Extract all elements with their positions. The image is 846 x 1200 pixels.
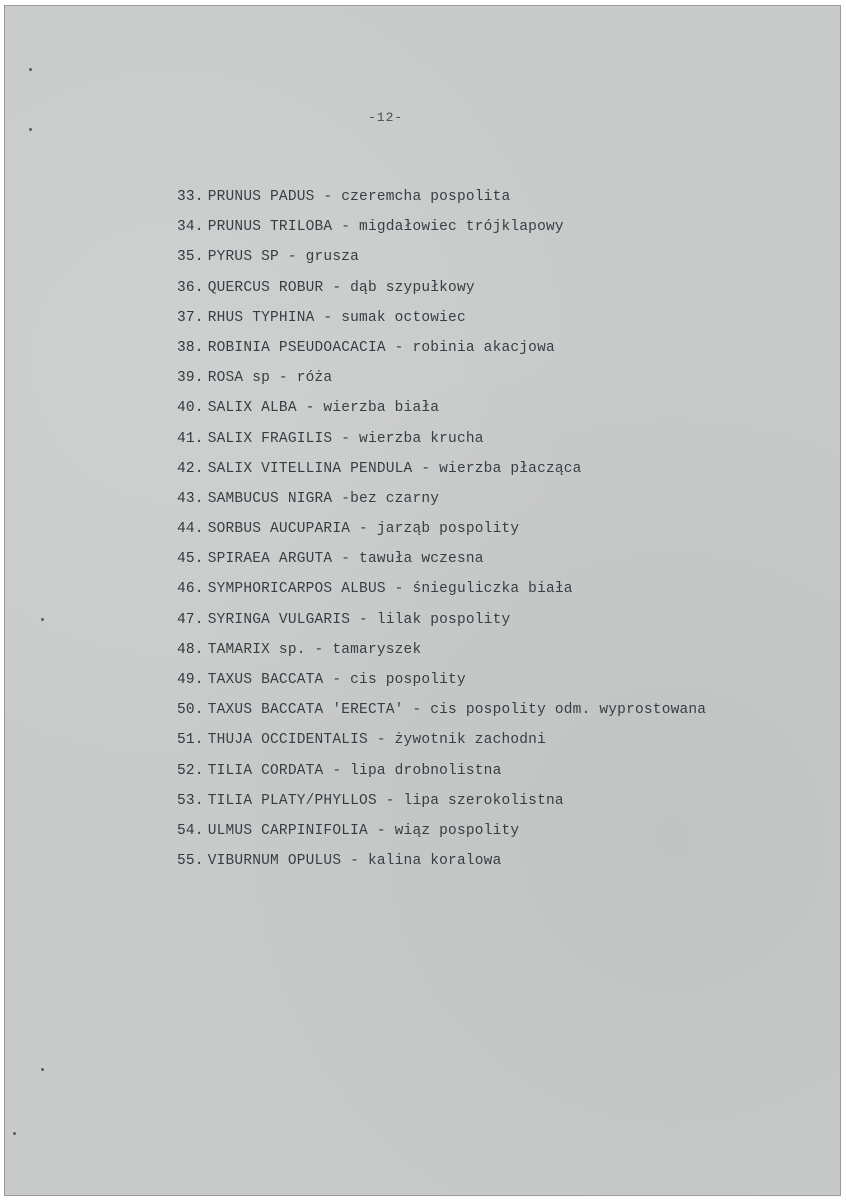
margin-mark-3 xyxy=(41,618,44,621)
item-text: TILIA PLATY/PHYLLOS - lipa szerokolistna xyxy=(207,792,564,809)
page-number: -12- xyxy=(368,110,404,125)
list-item xyxy=(177,548,706,578)
item-text: TAMARIX sp. - tamaryszek xyxy=(207,641,422,658)
item-number: 33. xyxy=(177,189,204,205)
margin-mark-5 xyxy=(13,1132,16,1135)
list-item xyxy=(177,428,706,458)
item-number: 53. xyxy=(177,792,204,809)
item-number: 41. xyxy=(177,430,204,447)
list-item xyxy=(177,639,706,669)
list-item xyxy=(177,578,706,608)
list-item xyxy=(177,186,706,216)
item-number: 43. xyxy=(177,490,204,507)
item-text: PRUNUS PADUS - czeremcha pospolita xyxy=(207,189,511,205)
item-number: 47. xyxy=(177,611,204,628)
item-number: 42. xyxy=(177,460,204,477)
item-number: 36. xyxy=(177,279,204,296)
item-text: THUJA OCCIDENTALIS - żywotnik zachodni xyxy=(207,732,546,749)
item-text: RHUS TYPHINA - sumak octowiec xyxy=(207,309,466,326)
list-item xyxy=(177,699,706,729)
item-text: ROBINIA PSEUDOACACIA - robinia akacjowa xyxy=(207,339,555,356)
item-number: 55. xyxy=(177,853,204,870)
item-text: SAMBUCUS NIGRA -bez czarny xyxy=(207,490,440,507)
margin-mark-2 xyxy=(29,128,32,131)
item-number: 51. xyxy=(177,732,204,749)
list-item xyxy=(177,337,706,367)
item-number: 44. xyxy=(177,521,204,538)
item-text: TAXUS BACCATA 'ERECTA' - cis pospolity odm. wyprostowana xyxy=(207,702,707,719)
margin-mark-1 xyxy=(29,68,32,71)
item-text: VIBURNUM OPULUS - kalina koralowa xyxy=(207,853,502,870)
item-text: PYRUS SP - grusza xyxy=(207,249,360,266)
item-number: 35. xyxy=(177,249,204,266)
list-item xyxy=(177,458,706,488)
item-text: SALIX ALBA - wierzba biała xyxy=(207,400,440,417)
item-number: 39. xyxy=(177,370,204,387)
document-page xyxy=(5,6,840,1195)
item-number: 52. xyxy=(177,762,204,779)
list-item xyxy=(177,367,706,397)
item-number: 54. xyxy=(177,822,204,839)
list-item xyxy=(177,850,706,880)
list-item xyxy=(177,277,706,307)
item-text: SYRINGA VULGARIS - lilak pospolity xyxy=(207,611,511,628)
item-text: QUERCUS ROBUR - dąb szypułkowy xyxy=(207,279,475,296)
margin-mark-4 xyxy=(41,1068,44,1071)
list-item xyxy=(177,760,706,790)
item-text: TAXUS BACCATA - cis pospolity xyxy=(207,672,466,688)
list-item xyxy=(177,246,706,276)
list-item xyxy=(177,609,706,639)
list-item xyxy=(177,729,706,759)
item-number: 50. xyxy=(177,702,204,719)
item-text: SORBUS AUCUPARIA - jarząb pospolity xyxy=(207,521,520,538)
species-list xyxy=(177,186,706,880)
item-number: 38. xyxy=(177,339,204,356)
item-text: SYMPHORICARPOS ALBUS - śnieguliczka biała xyxy=(207,581,573,598)
item-number: 40. xyxy=(177,400,204,417)
list-item xyxy=(177,397,706,427)
item-text: SPIRAEA ARGUTA - tawuła wczesna xyxy=(207,551,484,568)
item-number: 46. xyxy=(177,581,204,598)
item-text: SALIX VITELLINA PENDULA - wierzba płacząca xyxy=(207,460,582,477)
list-item xyxy=(177,518,706,548)
list-item xyxy=(177,488,706,518)
item-text: ROSA sp - róża xyxy=(207,370,333,387)
list-item xyxy=(177,820,706,850)
item-number: 34. xyxy=(177,219,204,236)
list-item xyxy=(177,307,706,337)
list-item xyxy=(177,669,706,699)
item-number: 37. xyxy=(177,309,204,326)
item-number: 45. xyxy=(177,551,204,568)
item-number: 49. xyxy=(177,672,204,688)
item-text: TILIA CORDATA - lipa drobnolistna xyxy=(207,762,502,779)
item-text: PRUNUS TRILOBA - migdałowiec trójklapowy xyxy=(207,219,564,236)
item-text: ULMUS CARPINIFOLIA - wiąz pospolity xyxy=(207,822,520,839)
item-number: 48. xyxy=(177,641,204,658)
item-text: SALIX FRAGILIS - wierzba krucha xyxy=(207,430,484,447)
list-item xyxy=(177,216,706,246)
list-item xyxy=(177,790,706,820)
